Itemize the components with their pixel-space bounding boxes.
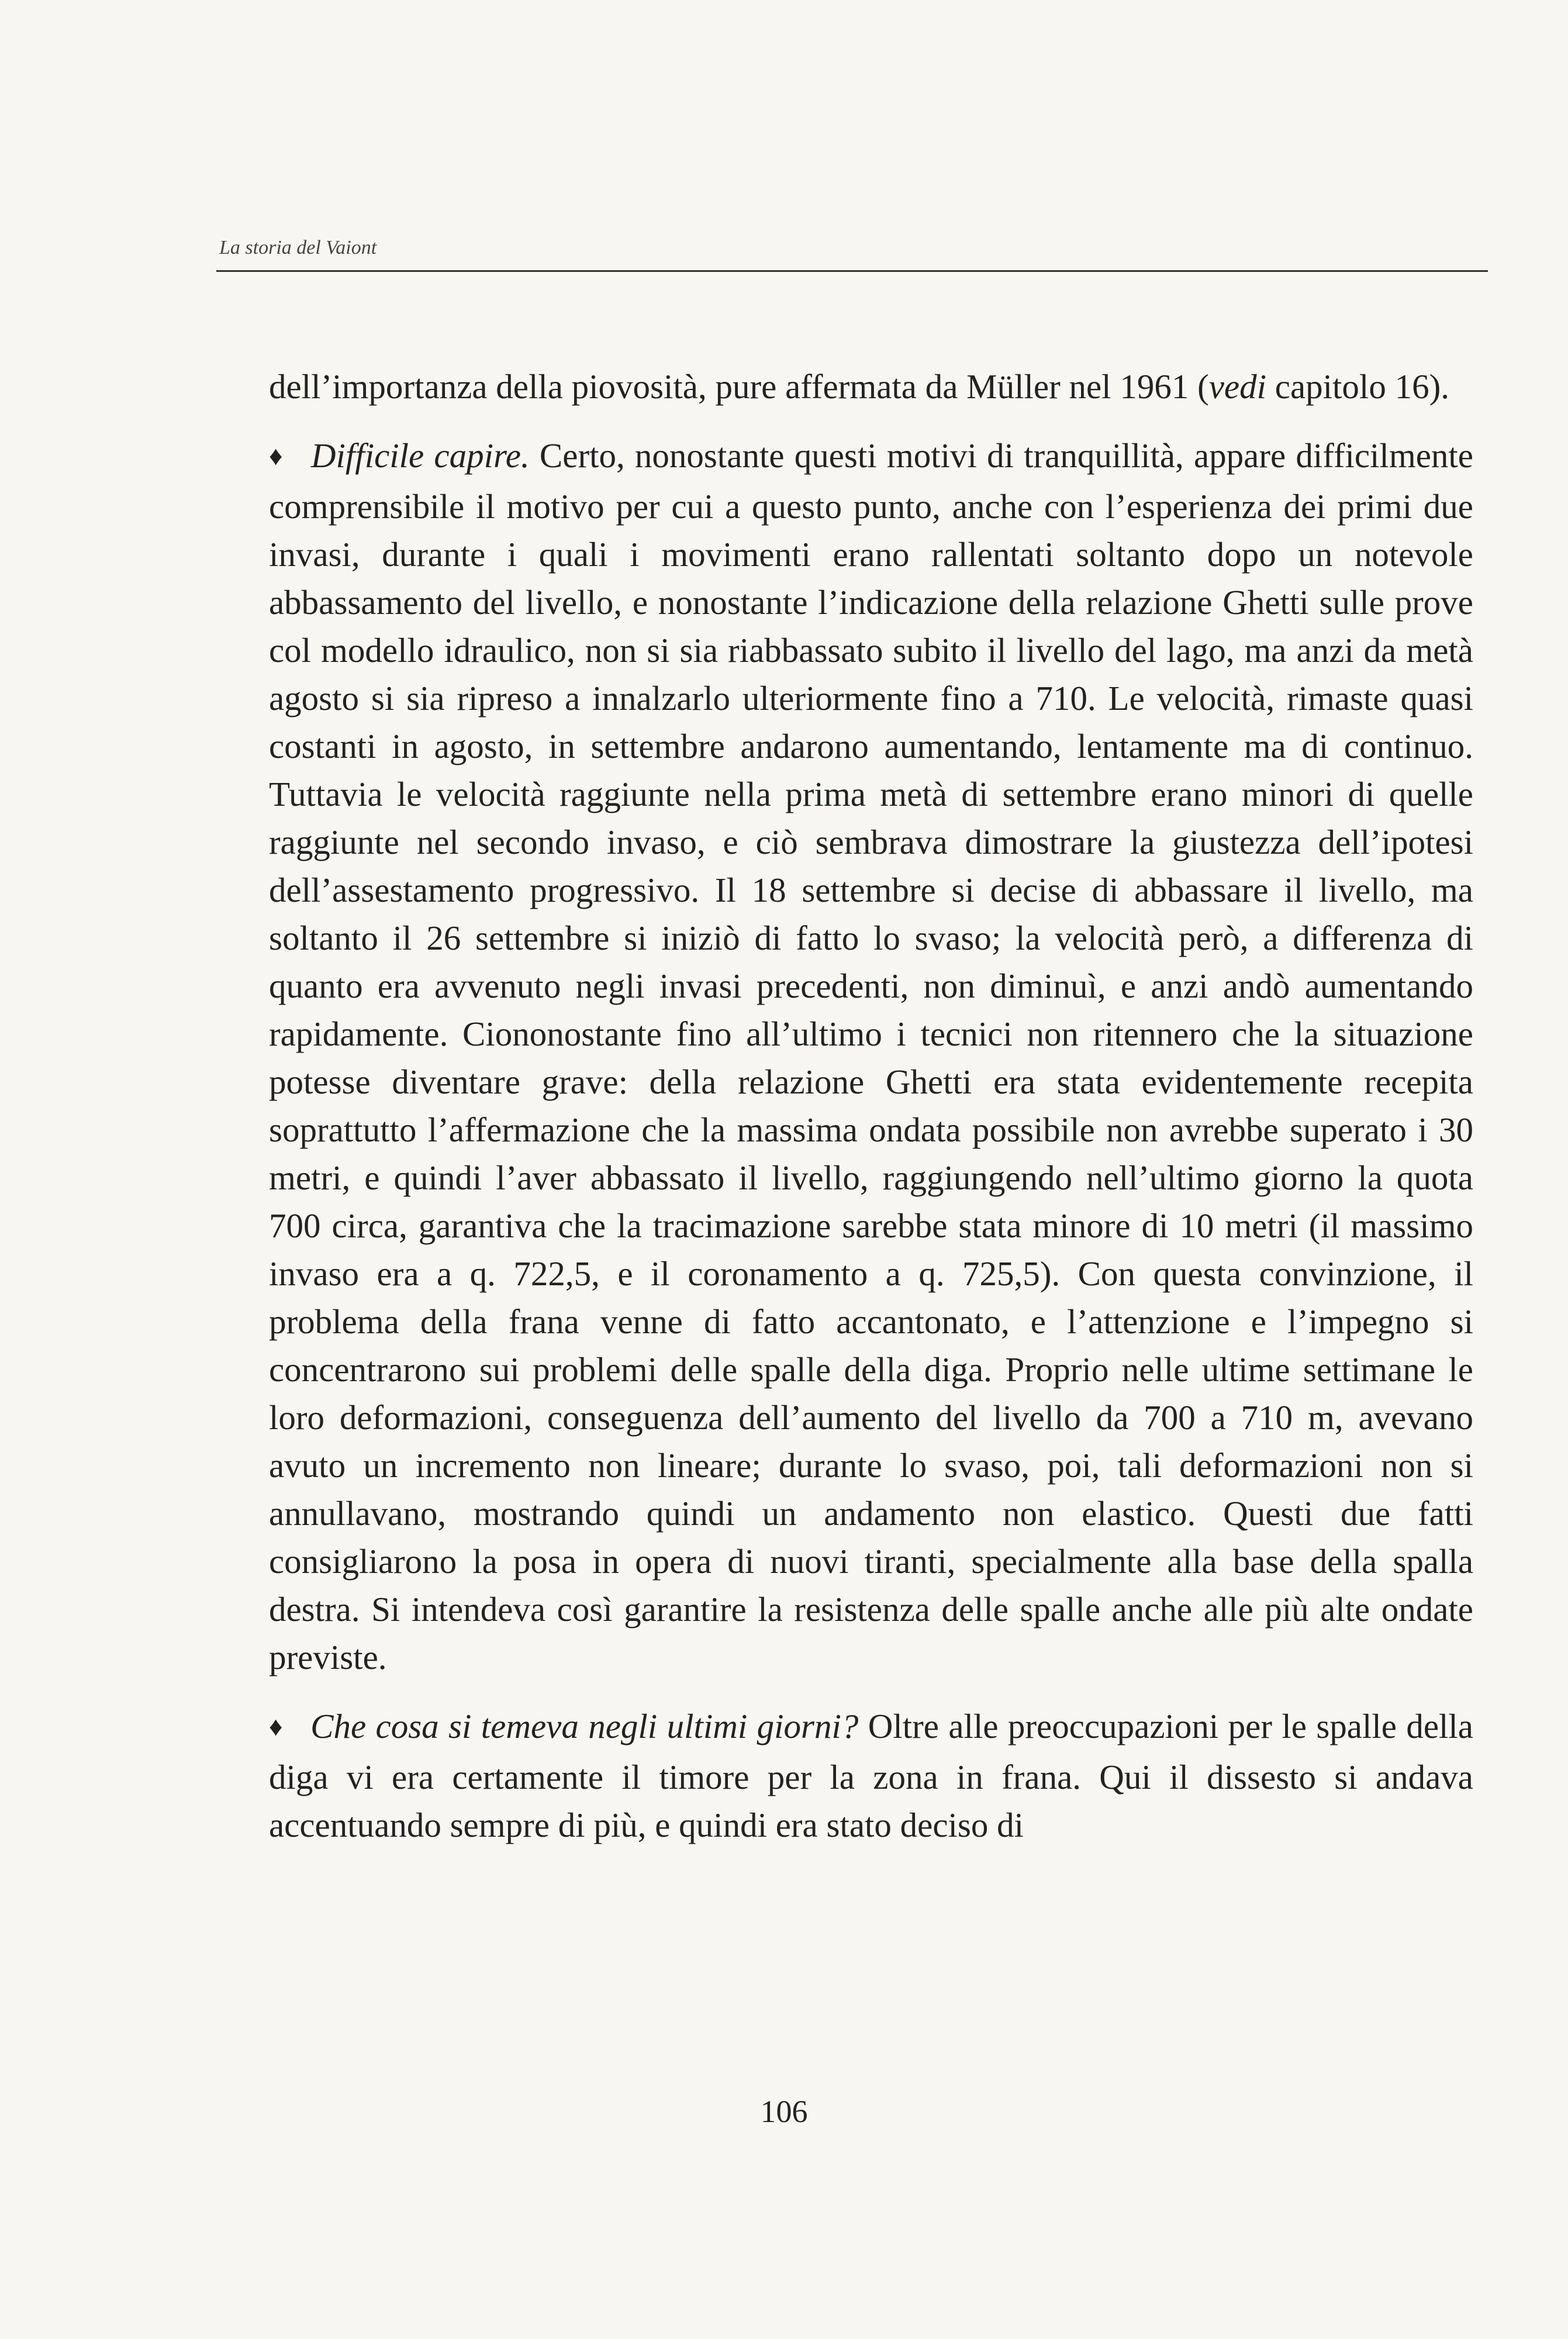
- page-number: 106: [760, 2094, 808, 2129]
- diamond-bullet-icon: ♦: [269, 441, 284, 471]
- paragraph-text: capitolo 16).: [1266, 367, 1449, 406]
- emphasis-text: vedi: [1208, 367, 1267, 406]
- section-text: Oltre alle preoccupazioni per le spalle della diga vi era certamente il timore per la zona in frana. Qui il dissesto si andava accentuando sempre di più, e quindi era stato deciso di: [269, 1707, 1473, 1844]
- diamond-bullet-icon: ♦: [269, 1712, 284, 1741]
- paragraph-continuation: [269, 363, 1473, 410]
- section-difficile-capire: [269, 432, 1473, 1681]
- section-text: Certo, nonostante questi motivi di tranquillità, appare difficilmente comprensibile il motivo per cui a questo punto, anche con l’esperienza dei primi due invasi, durante i quali i movimenti erano rallentati soltanto dopo un notevole abbassamento del livello, e nonostante l’indicazione della relazione Ghetti sulle prove col modello idraulico, non si sia riabbassato subito il livello del lago, ma anzi da metà agosto si sia ripreso a innalzarlo ulteriormente fino a 710. Le velocità, rimaste quasi costanti in agosto, in settembre andarono aumentando, lentamente ma di continuo. Tuttavia le velocità raggiunte nella prima metà di settembre erano minori di quelle raggiunte nel secondo invaso, e ciò sembrava dimostrare la giustezza dell’ipotesi dell’assestamento progressivo. Il 18 settembre si decise di abbassare il livello, ma soltanto il 26 settembre si iniziò di fatto lo svaso; la velocità però, a differenza di quanto era avvenuto negli invasi precedenti, non diminuì, e anzi andò aumentando rapidamente. Ciononostante fino all’ultimo i tecnici non ritennero che la situazione potesse diventare grave: della relazione Ghetti era stata evidentemente recepita soprattutto l’affermazione che la massima ondata possibile non avrebbe superato i 30 metri, e quindi l’aver abbassato il livello, raggiungendo nell’ultimo giorno la quota 700 circa, garantiva che la tracimazione sarebbe stata minore di 10 metri (il massimo invaso era a q. 722,5, e il coronamento a q. 725,5). Con questa convinzione, il problema della frana venne di fatto accantonato, e l’attenzione e l’impegno si concentrarono sui problemi delle spalle della diga. Proprio nelle ultime settimane le loro deformazioni, conseguenza dell’aumento del livello da 700 a 710 m, avevano avuto un incremento non lineare; durante lo svaso, poi, tali deformazioni non si annullavano, mostrando quindi un andamento non elastico. Questi due fatti consigliarono la posa in opera di nuovi tiranti, specialmente alla base della spalla destra. Si intendeva così garantire la resistenza delle spalle anche alle più alte ondate previste.: [269, 436, 1473, 1676]
- paragraph-text: dell’importanza della piovosità, pure affermata da Müller nel 1961 (: [269, 367, 1209, 406]
- section-lead: Che cosa si temeva negli ultimi giorni?: [310, 1707, 859, 1745]
- section-lead: Difficile capire.: [310, 436, 530, 475]
- section-ultimi-giorni: [269, 1702, 1473, 1849]
- header-rule: [216, 270, 1488, 272]
- body-text: [269, 363, 1473, 1870]
- running-title: La storia del Vaiont: [219, 237, 377, 258]
